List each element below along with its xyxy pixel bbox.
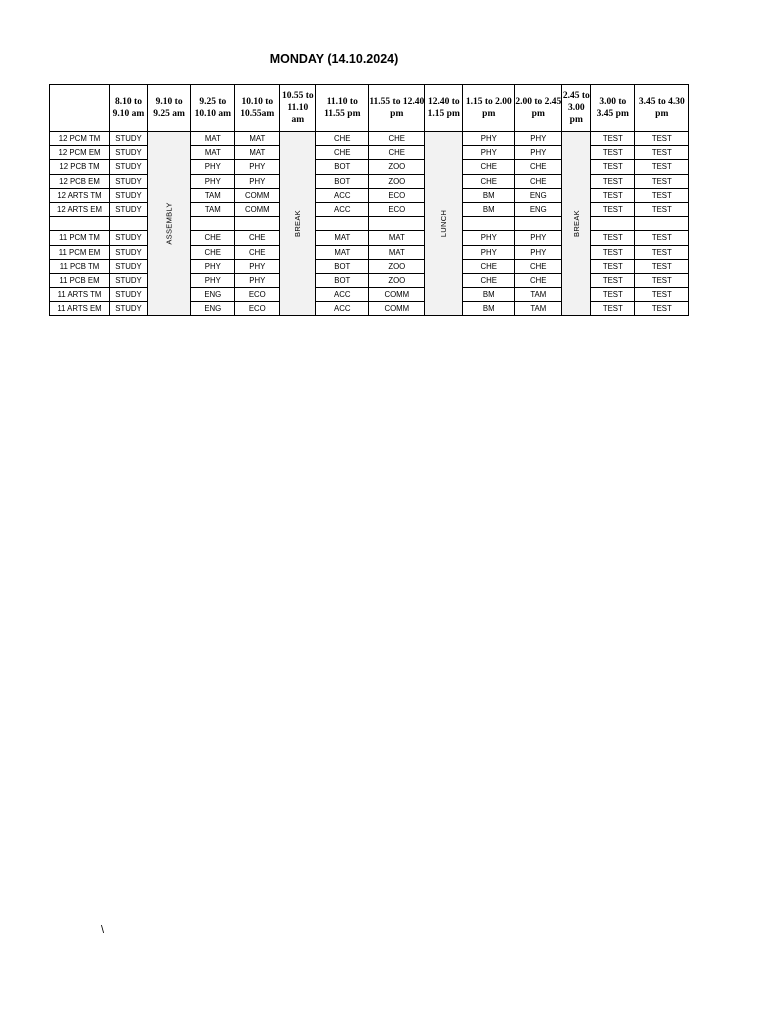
table-row [50,259,689,273]
subject-cell: ECO [369,202,425,216]
subject-cell: TAM [191,188,235,202]
header-cell: 2.00 to 2.45 pm [515,85,562,132]
table-row [50,174,689,188]
subject-cell: CHE [191,231,235,245]
period-span-label: ASSEMBLY [164,202,174,245]
subject-cell: CHE [235,231,280,245]
header-cell: 11.55 to 12.40 pm [369,85,425,132]
subject-cell: STUDY [110,202,148,216]
subject-cell: MAT [191,132,235,146]
class-name-cell: 11 ARTS TM [50,288,110,302]
subject-cell: CHE [316,146,369,160]
class-name-cell: 12 ARTS EM [50,202,110,216]
subject-cell [369,217,425,231]
subject-cell [110,217,148,231]
subject-cell: CHE [463,273,515,287]
header-cell: 11.10 to 11.55 pm [316,85,369,132]
subject-cell: PHY [235,259,280,273]
header-cell: 2.45 to 3.00 pm [562,85,591,132]
subject-cell: TEST [635,231,689,245]
period-span-break2 [562,132,591,316]
subject-cell: CHE [463,259,515,273]
table-row [50,231,689,245]
period-span-assembly [148,132,191,316]
subject-cell: TEST [591,245,635,259]
class-name-cell [50,217,110,231]
table-row [50,160,689,174]
subject-cell: TEST [635,288,689,302]
subject-cell: TEST [635,302,689,316]
subject-cell: STUDY [110,188,148,202]
subject-cell: TEST [635,259,689,273]
subject-cell: STUDY [110,174,148,188]
subject-cell: BM [463,302,515,316]
subject-cell: TEST [591,188,635,202]
subject-cell: STUDY [110,259,148,273]
header-cell: 10.55 to 11.10 am [280,85,316,132]
subject-cell: STUDY [110,288,148,302]
stray-mark: \ [101,924,105,936]
subject-cell: MAT [191,146,235,160]
subject-cell: PHY [515,132,562,146]
header-cell: 8.10 to 9.10 am [110,85,148,132]
subject-cell: TEST [635,146,689,160]
subject-cell: COMM [369,288,425,302]
subject-cell: BOT [316,259,369,273]
subject-cell: STUDY [110,245,148,259]
header-cell: 10.10 to 10.55am [235,85,280,132]
subject-cell: PHY [235,273,280,287]
header-cell: 9.25 to 10.10 am [191,85,235,132]
subject-cell: CHE [369,146,425,160]
subject-cell: MAT [316,231,369,245]
header-cell: 12.40 to 1.15 pm [425,85,463,132]
subject-cell: TAM [515,302,562,316]
subject-cell: PHY [463,132,515,146]
table-row [50,273,689,287]
class-name-cell: 11 PCM EM [50,245,110,259]
subject-cell: ECO [369,188,425,202]
subject-cell: STUDY [110,273,148,287]
subject-cell: STUDY [110,302,148,316]
subject-cell: PHY [463,231,515,245]
table-row [50,288,689,302]
table-row [50,188,689,202]
subject-cell: MAT [235,146,280,160]
subject-cell: BM [463,202,515,216]
subject-cell: PHY [191,160,235,174]
class-name-cell: 12 PCM EM [50,146,110,160]
subject-cell: STUDY [110,231,148,245]
subject-cell: ENG [515,202,562,216]
subject-cell: TEST [591,132,635,146]
subject-cell: ACC [316,288,369,302]
subject-cell: ZOO [369,160,425,174]
subject-cell [635,217,689,231]
class-name-cell: 12 PCB TM [50,160,110,174]
subject-cell: COMM [235,188,280,202]
timetable-container [49,84,689,316]
subject-cell: TEST [635,188,689,202]
class-name-cell: 12 ARTS TM [50,188,110,202]
subject-cell: TEST [591,146,635,160]
subject-cell: CHE [463,174,515,188]
subject-cell: ACC [316,302,369,316]
subject-cell: PHY [191,273,235,287]
subject-cell: TEST [635,132,689,146]
subject-cell: BOT [316,273,369,287]
subject-cell: TEST [591,302,635,316]
header-row [50,85,689,132]
subject-cell: TEST [635,174,689,188]
subject-cell: ACC [316,188,369,202]
subject-cell: CHE [515,160,562,174]
subject-cell: ENG [191,288,235,302]
class-name-cell: 12 PCM TM [50,132,110,146]
period-span-lunch [425,132,463,316]
subject-cell: ENG [515,188,562,202]
subject-cell: TEST [591,174,635,188]
subject-cell: TEST [591,160,635,174]
subject-cell: TEST [635,273,689,287]
subject-cell: CHE [463,160,515,174]
timetable-body [50,132,689,316]
subject-cell: BOT [316,174,369,188]
period-span-label: BREAK [293,210,303,238]
subject-cell: ECO [235,302,280,316]
subject-cell: ZOO [369,259,425,273]
subject-cell [515,217,562,231]
subject-cell: TEST [591,202,635,216]
subject-cell: ZOO [369,174,425,188]
subject-cell: PHY [463,245,515,259]
timetable [49,84,689,316]
period-span-label: BREAK [571,210,581,238]
subject-cell: ZOO [369,273,425,287]
subject-cell: TAM [191,202,235,216]
subject-cell [235,217,280,231]
subject-cell: MAT [369,245,425,259]
subject-cell: TEST [635,245,689,259]
subject-cell: BOT [316,160,369,174]
subject-cell: PHY [235,160,280,174]
subject-cell: MAT [369,231,425,245]
table-row [50,132,689,146]
subject-cell: CHE [515,259,562,273]
subject-cell: TEST [635,202,689,216]
header-cell [50,85,110,132]
subject-cell: PHY [515,245,562,259]
subject-cell: CHE [515,273,562,287]
subject-cell: MAT [235,132,280,146]
subject-cell: BM [463,188,515,202]
period-span-label: LUNCH [439,210,449,238]
subject-cell [191,217,235,231]
subject-cell: STUDY [110,146,148,160]
subject-cell: CHE [369,132,425,146]
subject-cell: CHE [316,132,369,146]
subject-cell [591,217,635,231]
subject-cell: PHY [191,174,235,188]
header-cell: 3.45 to 4.30 pm [635,85,689,132]
subject-cell: PHY [191,259,235,273]
subject-cell: COMM [235,202,280,216]
subject-cell: STUDY [110,132,148,146]
table-row [50,245,689,259]
subject-cell: PHY [463,146,515,160]
class-name-cell: 11 ARTS EM [50,302,110,316]
subject-cell: TEST [591,288,635,302]
class-name-cell: 11 PCB TM [50,259,110,273]
class-name-cell: 11 PCM TM [50,231,110,245]
subject-cell: PHY [515,231,562,245]
subject-cell: TEST [591,273,635,287]
subject-cell: TAM [515,288,562,302]
header-cell: 1.15 to 2.00 pm [463,85,515,132]
class-name-cell: 12 PCB EM [50,174,110,188]
subject-cell: ECO [235,288,280,302]
table-row [50,302,689,316]
subject-cell: ENG [191,302,235,316]
page-title: MONDAY (14.10.2024) [269,52,399,66]
subject-cell: STUDY [110,160,148,174]
subject-cell: PHY [235,174,280,188]
subject-cell [463,217,515,231]
subject-cell: CHE [515,174,562,188]
subject-cell: TEST [591,259,635,273]
header-cell: 3.00 to 3.45 pm [591,85,635,132]
table-row [50,217,689,231]
subject-cell: CHE [235,245,280,259]
header-cell: 9.10 to 9.25 am [148,85,191,132]
subject-cell: ACC [316,202,369,216]
subject-cell: COMM [369,302,425,316]
table-row [50,202,689,216]
subject-cell: MAT [316,245,369,259]
subject-cell: TEST [591,231,635,245]
subject-cell: BM [463,288,515,302]
subject-cell: TEST [635,160,689,174]
subject-cell: PHY [515,146,562,160]
subject-cell [316,217,369,231]
subject-cell: CHE [191,245,235,259]
table-row [50,146,689,160]
period-span-break1 [280,132,316,316]
class-name-cell: 11 PCB EM [50,273,110,287]
